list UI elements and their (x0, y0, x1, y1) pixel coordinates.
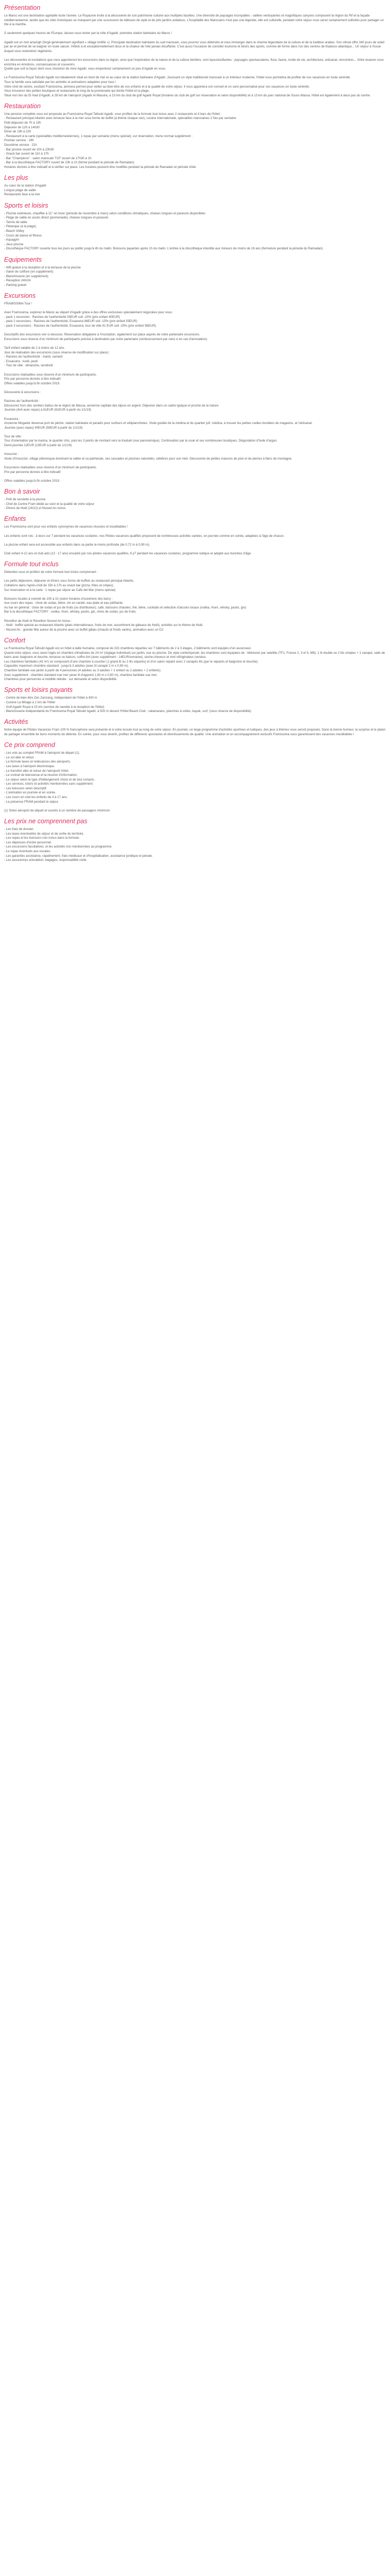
text-line: - Bar piscine ouvert de 10h à 23h30 (4, 147, 54, 151)
text-line: - Centre de bien-être Zen Zanzang, indépendant de l'hôtel à 400 m (4, 696, 97, 700)
page-content (0, 0, 391, 870)
text-line: - Les vols au complet FRAM à l'aéroport de départ (1). (4, 751, 80, 755)
text-line: Vous trouverez des petites boutiques et restaurants le long de la promenade qui borde l'hôtel et la plage. (4, 89, 150, 93)
text-line: Chambre familiale vue jardin à partir de 4 personnes (4 adultes ou 3 adultes + 1 enfant ou 2 adultes + 2 enfants). (4, 669, 161, 672)
text-line: Excursions sous réserve d'un minimum de participants précisé à destination par notre partenaire (remboursement par celui ci en cas d'annulation). (4, 337, 208, 341)
text-line: Sur réservation et à la carte : 1 repas par séjour au Café del Mar (menu spécial) (4, 588, 116, 592)
text-line: - Tennis de table (4, 220, 27, 224)
text-line: Prix par personne donnés à titre indicatif. (4, 470, 61, 474)
text-line: - Le contrat de bienvenue et la réunion d'information. (4, 773, 78, 777)
text-line: Les découvertes et excitations que vous apporteront les excursions dans la région, ainsi que l'exploration de la nature et de la culture berbère, sont époustouflantes : paysages spectaculaires, flora, faune, mode de vie, architecture, artisanat, rencontres... Votre évasion vous enrichira en émotions, connaissances et souvenirs. (4, 58, 385, 66)
text-line: - Aquagym (4, 238, 20, 242)
paragraph (4, 58, 387, 72)
section-title: Les plus (4, 174, 28, 182)
text-line: Agadir est un mot amazigh (forgé généralement signifiant « village fortifié »). Principale destination balnéaire du sud marocain, vous pourrez vous détendre et vous immerger dans le charme légendaire de la culture et de la tradition arabes. Son climat offre 340 jours de soleil par an et permet de se baigner en toute saison. Hôtels à et exceptionnellement doux et la chaleur de l'été jamais étouffante. C'est aussi l'occasion de concilier tourisme et loisirs des sports, comme de forme dans l'un des centres de thalasso atlantique... Un séjour à l'issue duquel vous reviendrez régénérés. (4, 40, 385, 53)
text-line: Demi-journée 12EUR (13EUR à partir du 1/1/19) (4, 444, 72, 448)
text-line: Horaires donnés à titre indicatif et à vérifier sur place. Les horaires peuvent être modifiés pendant la période de Ramadan et période d'été. (4, 165, 197, 169)
paragraph (4, 266, 387, 288)
text-line: Avec Framissima, explorez le Maroc au départ d'Agadir grâce à des offres exclusives spécialement négociées pour vous : (4, 311, 174, 315)
text-line: - Discothèque FACTORY ouverte tous les jours au public jusqu'à 4h du matin. Boissons payantes après 1h du matin. L'entrée à la discothèque interdite aux mineurs de moins de 18 ans (fermeture pendant la période du Ramadan) (4, 247, 323, 251)
text-line: À seulement quelques heures de l'Europe, laissez-vous tenter par la côte d'Agadir, première station balnéaire du Maroc ! (4, 31, 172, 36)
text-line: Collations dans l'après-midi de 15h à 17h au snack bar (pizza, frites et crêpes). (4, 583, 115, 587)
text-line: - Réception 24h/24 (4, 279, 31, 283)
text-line: Chambres pour personnes à mobilité réduite : sur demande et selon disponibilité. (4, 677, 118, 682)
text-line: - Les repas et les boissons non inclus dans la formule. (4, 836, 80, 840)
paragraph (4, 311, 387, 328)
text-line: Boissons locales à volonté de 10h à 1h (selon horaires d'ouverture des bars) : (4, 597, 113, 601)
section-title: Restauration (4, 102, 41, 110)
section-title: Ce prix comprend (4, 741, 55, 749)
paragraph (4, 728, 387, 737)
text-line: - Piscine extérieure, chauffée à 21° en hiver (période de novembre à mars) selon conditions climatiques, chaises longues et parasols disponibles (4, 211, 206, 215)
text-line: - Le repas éventuels aux escales. (4, 850, 51, 853)
text-line: - pack 1 excursion : Racines de l'authenticité 55EUR soit -10% (prix enfant 40EUR) (4, 315, 120, 319)
text-line: - Cours de danse et fitness (4, 233, 42, 238)
section-title: Sports et loisirs (4, 201, 48, 209)
text-line: Restaurants face à la mer (4, 193, 40, 197)
paragraph (4, 435, 387, 448)
text-line: Votre chef de centre, excitant Framissima, animera permet pour veiller au bien-être de vos enfants et à la qualité de votre séjour. Il vous apportera son conseil et un suivi personnalisé pour vos vacances en toute sérénité. (4, 84, 310, 89)
text-line: Offres valables jusqu'à fin octobre 2019. (4, 381, 60, 385)
section-excursions (4, 292, 387, 483)
section-les-prix-ne-comprennent-pas (4, 818, 387, 863)
paragraph (4, 579, 387, 592)
paragraph (4, 41, 387, 54)
text-line: Les enfants sont rois : à leurs sur 7 pendant les vacances scolaires, nos Pilotes vacances qualifiés proposent de nombreuses activités variées, en journée comme en soirée, adaptées à l'âge de chacun. (4, 534, 285, 538)
section-activités (4, 718, 387, 737)
paragraph (4, 552, 387, 556)
text-line: - Les taxes à l'aéroport électronique. (4, 764, 55, 768)
paragraph (4, 112, 387, 170)
paragraph (4, 751, 387, 804)
text-line: - Bar "Champions" : salon marocain TCF ouvert de 17h30 à 1h (4, 156, 92, 160)
paragraph (4, 534, 387, 539)
text-line: Notre équipe de Pilotes Vacances Fram 100 % francophone sera présente et à votre écoute tout au long de votre séjour. En journée, un large programme d'activités sportives et ludiques, des jeux à thèmes vous seront proposés. Dans la bonne humeur, la surprise et le plaisir de partager ensemble de bons moments de détente. En soirée, pour vous divertir, profitez de différents spectacles et divertissements de qualité. Une animation et un accompagnement exclusifs Framissima vous garantissent des vacances inoubliables ! (4, 728, 387, 736)
text-line: - Dîners de Noël (24/12) et Nouvel An inclus. (4, 506, 67, 511)
text-line: Essaouira : (4, 417, 20, 421)
section-bon-à-savoir (4, 488, 387, 511)
paragraph (4, 399, 387, 413)
text-line: - Parking gratuit (4, 283, 27, 287)
text-line: Au bar en général : choix de sodas et jus de fruits (ou distributeur), café, boissons chaudes, thé, bière, cocktails et sélection d'alcools locaux (vodka, rhum, whisky, pastis, gin) (4, 605, 247, 609)
section-les-plus (4, 174, 387, 197)
text-line: Les petits déjeuners, déjeuner et dîners sous forme de buffets au restaurant principal Atlantis. (4, 579, 135, 583)
text-line: - Les garanties assistance, rapatriement, frais médicaux et d'hospitalisation, assistance juridique et pénale. (4, 854, 153, 858)
text-line: Journée (4x4 avec repas) à 61EUR (61EUR à partir du 1/1/19) (4, 408, 91, 412)
text-line: Journée (avec repas) 40EUR (59EUR à partir du 1/1/19) (4, 426, 83, 430)
paragraph (4, 498, 387, 511)
text-line: - Cuisine La Mirage à 1 km de l'hôtel (4, 700, 55, 704)
paragraph (4, 333, 387, 342)
text-line: Déjeuner de 12h à 14h30 (4, 125, 40, 129)
text-line: - Wifi gratuit à la réception et à la terrasse de la piscine (4, 265, 81, 269)
section-title: Bon à savoir (4, 488, 40, 495)
paragraph (4, 827, 387, 863)
text-line: - Chef de Centre Fram dédié au suivi et la qualité de votre séjour (4, 502, 94, 506)
paragraph (4, 184, 387, 197)
text-line: - La formule taxes et redevances des aéroports. (4, 760, 71, 764)
text-line: Situé non loin du El Had d'Agadir, à 28 km de l'aéroport (Agadir Al Massira, à 15 km du club de golf Agadir Royal (horaires du club de golf sur réservation et selon disponibilité) et à 13 km du parc national de Souss Massa. Hôtel est également à deux pas du centre. (4, 93, 371, 97)
text-line: - pack 3 excursions : Racines de l'authenticité, Essaouira, tour de ville 91 EUR soit -20% (prix enfant 56EUR). (4, 324, 157, 328)
text-line: - Les taxes éventuelles de séjour et de sortie du territoire. (4, 832, 85, 836)
paragraph (4, 647, 387, 682)
section-title: Confort (4, 637, 25, 645)
text-line: Le Maroc est une destination agréable toute l'année. Le Royaume invite à la découverte de son patrimoine culturel aux multiples facettes. Une diversité de paysages incroyables : vallées verdoyantes et magnifiques canyons composent la région du Rif et la façade méditerranéenne, tandis que les cités historiques se marquent par une succession de bâtisses de style et de jolis jardins andalous. L'hospitalité des Marocains n'est pas une légende, elle est culturelle, pendant votre séjour vous serez certainement sollicités pour partager un thé à la menthe. (4, 14, 385, 27)
text-line: - Beach Volley (4, 229, 24, 233)
paragraph (4, 391, 387, 395)
text-line: Découvrez hors des sentiers battus de la région de Massa, ancienne capitale des bijoux en argent. Déjeuner dans un cadre typique et proche de la nature. (4, 403, 220, 408)
text-line: - Les cours en club les enfants de 4 à 17 ans. (4, 795, 68, 800)
text-line: - Blanchisserie indépendante du Framissima Royal Tafoukt Agadir, à 500 m devant l'Hôtel Beach Club : catamarans, planches à voiles, kayak, surf, (sous réserve de disponibilité). (4, 709, 252, 714)
section-title: Equipements (4, 256, 42, 263)
paragraph (4, 346, 387, 368)
paragraph (4, 31, 387, 36)
text-line: Club enfant 4-12 ans et club ado (13 - 17 ans) encadré par nos pilotes vacances qualifiés, 6 j/7 pendant les vacances scolaires, programme ludique et adapté aux tranches d'âge. (4, 551, 252, 555)
text-line: Détendez-vous et profitez de votre formule tout inclus comprenant : (4, 570, 98, 574)
text-line: Petit déjeuner de 7h à 10h (4, 121, 41, 125)
text-line: FRAMISSIMA Tour ! (4, 302, 32, 306)
paragraph (4, 373, 387, 386)
text-line: Deuxième service : 21h (4, 143, 37, 147)
text-line: Tour d'orientation par la marina, le quartier chic, puis les 3 points de montant vers la Kasbah (vue panoramique). Continuation par la souk et ses nombreuses boutiques. Dégustation d'huile d'argan. (4, 439, 278, 443)
paragraph (4, 619, 387, 633)
paragraph (4, 76, 387, 98)
text-line: Visite d'Imouzzer, village pittoresque dominant la vallée et sa palmeraie, ses cascades et piscines naturelles, célèbres pour son miel. Découverte de petites maisons de pisé et de pierres à flanc de montagne. (4, 456, 292, 461)
text-line: Quelle que soit la façon dont vous choisirez de vivre Agadir, vous emporterez certainement un peu d'Agadir en vous. (4, 67, 166, 71)
section-title: Activités (4, 718, 28, 726)
paragraph (4, 302, 387, 307)
section-restauration (4, 103, 387, 170)
text-line: - Le séjour selon le type d'hébergement choisi et de tout compris. (4, 777, 95, 782)
text-line: - Les dépenses d'ordre personnel. (4, 840, 52, 844)
text-line: La piscine enfant sera est accessible aux enfants dans sa partie la moins profonde (de 0,72 m à 0,90 m). (4, 543, 150, 547)
section-title: Enfants (4, 515, 26, 523)
text-line: - Le transfert aller et retour de l'aéroport/ hôtel. (4, 769, 69, 773)
text-line: Aux cours des repas : choix de sodas, bière, vin en carafe, eau plate et eau pétillante. (4, 601, 124, 605)
text-line: Premier service : 19h (4, 139, 34, 143)
text-line: Découverte & excursions : (4, 390, 41, 394)
section-formule-tout-inclus (4, 561, 387, 632)
text-line: Le Framissima Royal Tafoukt Agadir est idéalement situé en bord de mer et au cœur de la station balnéaire d'Agadir. Jouissant un style traditionnel marocain à un intérieur moderne, l'hôtel vous permettra de profiter de vos vacances en toute sérénité. (4, 76, 351, 80)
text-line: - Les services, loisirs et activités mentionnées sans supplément. (4, 782, 94, 786)
text-line: - L'animation en journée et en soirée. (4, 791, 56, 795)
text-line: Le Framissima Royal Tafoukt Agadir est un hôtel à taille humaine, composé de 315 chambres réparties sur 7 bâtiments de 2 à 3 étages, 2 bâtiments sont équipés d'un ascenseur. (4, 647, 252, 651)
text-line: - Essaouira : lundi, jeudi (4, 359, 38, 363)
text-line: Dîner de 19h à 22h (4, 130, 31, 134)
text-line: - Bar à la discothèque FACTORY ouvert de 23h à 1h (fermé pendant le période de Ramadan) (4, 161, 135, 165)
paragraph (4, 479, 387, 484)
text-line: - Restaurant principal Atlantis avec terrasse face à la mer sous forme de buffet (à thème chaque soir), cuisine internationale, spécialités marocaines 2 fois par semaine (4, 116, 236, 121)
text-line: - Jeux piscine (4, 242, 24, 246)
text-line: - Golf Agadir Royal à 15 km (service de navette à la réception de l'hôtel) (4, 705, 104, 709)
paragraph (4, 417, 387, 431)
text-line: - Racines de l'authenticité : mardi, samedi (4, 355, 62, 359)
text-line: Excursions réalisables sous réserve d'un minimum de participants. (4, 372, 97, 377)
text-line: Prix par personne donnés à titre indicatif. (4, 377, 61, 381)
text-line: Avec supplément : chambre standard vue mer (avec lit d'appoint 1,90 m x 0,80 m), chambre familiale vue mer. (4, 673, 158, 677)
section-ce-prix-comprend (4, 741, 387, 813)
text-line: Excursions réalisables sous réserve d'un minimum de participants. (4, 466, 97, 470)
text-line: - Restaurant à la carte (spécialités méditerranéennes), 1 repas par semaine (menu spécial), sur réservation, menu normal supplément : (4, 134, 193, 138)
text-line: - Le vol aller et retour. (4, 755, 35, 759)
text-line: Tour de ville : (4, 434, 23, 438)
text-line: - Prêt de serviette à la piscine (4, 498, 46, 501)
text-line: Jour de réalisation des excursions (sous réserve de modification sur place) : (4, 350, 110, 354)
text-line: Une pension complète vous est proposée au Framissima Royal Tafoukt Agadir, vous profitez de la formule tout inclus avec 2 restaurants et 4 bars de l'hôtel : (4, 112, 222, 116)
text-line: - Noël : buffet spécial au restaurant Atlantis (plats internationaux, fruits de mer, assortiment de gâteaux de Noël), activités sur le thème de Noël. (4, 623, 204, 628)
section-sports-et-loisirs (4, 202, 387, 251)
paragraph (4, 696, 387, 714)
section-sports-et-loisirs-payants (4, 686, 387, 714)
text-line: - Les assurances annulation, bagages, responsabilité civile. (4, 858, 87, 862)
text-line: - pack 2 excursions : Racines de l'authenticité, Essaouira 86EUR soit -15% (prix enfant 55EUR) (4, 319, 137, 324)
section-title: Formule tout inclus (4, 561, 59, 568)
paragraph (4, 466, 387, 474)
text-line: Réveillon de Noël et Réveillon Nouvel An inclus : (4, 619, 72, 623)
section-title: Les prix ne comprennent pas (4, 818, 88, 825)
text-line: - Tour de ville : dimanche, vendredi (4, 364, 53, 368)
paragraph (4, 212, 387, 251)
text-line: Ancienne Mogador devenue port de pêche, station balnéaire et paradis pour surfeurs et véliplanchistes. Visite guidée de la médina et du quartier juif, médina, à trouver les petites ruelles bondées de magasins, et l'artisanat. (4, 421, 313, 426)
text-line: Les Framissima sont pour vos enfants synonymes de vacances réussies et inoubliables ! (4, 525, 128, 529)
text-line: - Nouvel An : grande fête autour de la piscine avec un buffet gâlais (chauds et froids variés), animation avec un DJ. (4, 628, 164, 632)
text-line: Tous la famille sera satisfaite par les activités et animations adaptées pour tous ! (4, 80, 116, 84)
paragraph (4, 809, 387, 814)
text-line: - Les frais de dossier. (4, 827, 34, 832)
paragraph (4, 525, 387, 530)
text-line: - La présence FRAM pendant le séjour. (4, 800, 59, 804)
text-line: - Plage de sable en accès direct (promenade), chaises longues et parasols (4, 216, 108, 220)
section-enfants (4, 515, 387, 556)
text-line: Longue plage de sable (4, 188, 36, 192)
text-line: Descriptifs des excursions voir ci-dessous. Réservation obligatoire à l'inscription, également sur place auprès de notre partenaire excursions. (4, 333, 200, 337)
section-equipements (4, 256, 387, 288)
text-line: Tarif enfant valable de 2 à moins de 12 ans. (4, 346, 65, 350)
section-title: Excursions (4, 292, 36, 300)
text-line: - Les excursions facultatives, et les activités non mentionnées au programme. (4, 845, 112, 849)
text-line: Bar à la discothèque FACTORY : vodka, rhum, whisky, pastis, gin, choix de sodas, jus de fruits. (4, 610, 137, 614)
text-line: Imouzzer : (4, 452, 19, 456)
text-line: - Les boissons selon descriptif. (4, 786, 47, 790)
text-line: - Snack bar ouvert de 11h à 17h (4, 152, 49, 156)
section-title: Sports et loisirs payants (4, 686, 73, 694)
text-line: Capacités maximum chambre standard : jusqu'à 3 adultes (avec lit canapé 2 m x 0,90 m). (4, 664, 129, 668)
text-line: Les chambres familiales (42 m²) se composent d'une chambre à coucher (1 grand lit ou 2 lits séparés) et d'un salon séparé avec 2 canapés lits (par le séparés et baignoire et douche). (4, 659, 259, 664)
paragraph (4, 14, 387, 27)
text-line: (1) Selon aéroport de départ et soumis à un nombre de passagers minimum (4, 808, 110, 812)
paragraph (4, 452, 387, 461)
section-title: Présentation (4, 4, 41, 11)
text-line: - Salon de coiffure (en supplément) (4, 270, 54, 274)
text-line: Offres valables jusqu'à fin octobre 2019 (4, 479, 59, 483)
section-présentation (4, 4, 387, 98)
paragraph (4, 543, 387, 548)
text-line: Quand votre séjour, vous serez logés en chambre climatisées de 24 m² (réglage individuel) sur jardin, vue ou piscine. De style contemporain, les chambres sont équipées de : télévision par satellite (TF1, France 2, 3 et 5, M6), 1 lit double ou 2 lits simples + 1 canapé, salle de bains avec baignoire et douche, terrasse ou balcon, coffre-fort (avec supplément : 14EUR/semaine), sèche-cheveux et mini réfrigérateur (vendus. (4, 651, 386, 659)
text-line: Au cœur de la station d'Agadir (4, 184, 46, 188)
text-line: - Blanchisserie (en supplément) (4, 274, 48, 278)
paragraph (4, 597, 387, 615)
text-line: Racines de l'authenticité : (4, 399, 40, 403)
section-confort (4, 637, 387, 682)
paragraph (4, 570, 387, 575)
text-line: - Pétanque (à la plage) (4, 225, 36, 229)
